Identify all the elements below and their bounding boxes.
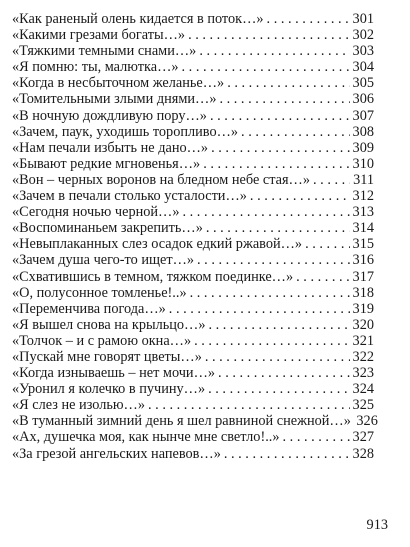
toc-entry: [12, 172, 374, 188]
toc-entry: [12, 413, 378, 430]
toc-entry-title: «Бывают редкие мгновенья…»: [12, 155, 201, 172]
toc-entry-page: 308: [352, 123, 374, 140]
toc-entry-title: «Схватившись в темном, тяжком поединке…»: [12, 268, 294, 285]
toc-entry-page: 311: [353, 171, 374, 188]
toc-entry: [12, 285, 374, 301]
toc-entry: [12, 301, 374, 317]
dot-leader: [206, 220, 350, 236]
toc-entry-title: «Я вышел снова на крыльцо…»: [12, 316, 206, 333]
toc-entry-title: «В туманный зимний день я шел равниной снежной…»: [12, 413, 351, 430]
toc-entry: [12, 124, 374, 140]
toc-entry: [12, 140, 374, 156]
toc-entry: [12, 59, 374, 75]
toc-entry-title: «Зачем, паук, уходишь торопливо…»: [12, 123, 239, 140]
toc-entry-title: «Когда изнываешь – нет мочи…»: [12, 365, 216, 382]
dot-leader: [267, 11, 350, 27]
toc-entry-title: «Томительными злыми днями…»: [12, 91, 217, 108]
dot-leader: [199, 43, 350, 59]
dot-leader: [208, 381, 350, 397]
toc-entry-page: 320: [352, 316, 374, 333]
toc-entry-page: 305: [352, 75, 374, 92]
toc-entry-page: 309: [352, 139, 374, 156]
toc-entry-page: 316: [352, 252, 374, 269]
toc-entry-page: 315: [352, 236, 374, 253]
toc-entry-title: «Пускай мне говорят цветы…»: [12, 348, 202, 365]
toc-entry: [12, 446, 374, 462]
toc-entry: [12, 236, 374, 252]
toc-entry: [12, 91, 374, 107]
dot-leader: [313, 172, 350, 188]
toc-entry: [12, 333, 374, 349]
dot-leader: [283, 429, 350, 445]
dot-leader: [241, 124, 350, 140]
toc-entry: [12, 381, 374, 397]
dot-leader: [219, 91, 350, 107]
dot-leader: [305, 236, 350, 252]
toc-entry-page: 312: [352, 188, 374, 205]
dot-leader: [210, 108, 350, 124]
dot-leader: [208, 317, 350, 333]
dot-leader: [183, 204, 351, 220]
toc-entry: [12, 11, 374, 27]
toc-entry-title: «Толчок – и с рамою окна…»: [12, 332, 192, 349]
toc-entry: [12, 349, 374, 365]
toc-entry-page: 303: [352, 43, 374, 60]
dot-leader: [296, 269, 350, 285]
toc-entry-page: 328: [352, 445, 374, 462]
dot-leader: [224, 446, 350, 462]
toc-entry: [12, 27, 374, 43]
toc-entry-page: 322: [352, 348, 374, 365]
toc-entry: [12, 429, 374, 445]
dot-leader: [148, 397, 350, 413]
dot-leader: [190, 285, 350, 301]
toc-entry-page: 318: [352, 284, 374, 301]
dot-leader: [194, 333, 350, 349]
table-of-contents: [12, 11, 378, 462]
toc-entry-title: «Воспоминаньем закрепить…»: [12, 220, 203, 237]
toc-entry-page: 310: [352, 155, 374, 172]
toc-entry-page: 314: [352, 220, 374, 237]
toc-entry: [12, 156, 374, 172]
toc-entry-page: 323: [352, 365, 374, 382]
dot-leader: [250, 188, 350, 204]
toc-entry-page: 302: [352, 27, 374, 44]
toc-entry: [12, 220, 374, 236]
toc-entry-page: 307: [352, 107, 374, 124]
toc-entry: [12, 365, 374, 381]
toc-entry: [12, 397, 374, 413]
toc-entry: [12, 317, 374, 333]
toc-entry: [12, 75, 374, 91]
toc-entry-title: «О, полусонное томленье!..»: [12, 284, 187, 301]
toc-entry-title: «В ночную дождливую пору…»: [12, 107, 207, 124]
toc-entry-title: «Нам печали избыть не дано…»: [12, 139, 209, 156]
dot-leader: [205, 349, 350, 365]
toc-entry-page: 321: [352, 332, 374, 349]
toc-entry-page: 327: [352, 429, 374, 446]
toc-entry-title: «Какими грезами богаты…»: [12, 27, 186, 44]
toc-entry-title: «За грезой ангельских напевов…»: [12, 445, 221, 462]
dot-leader: [227, 75, 350, 91]
toc-entry-title: «Сегодня ночью черной…»: [12, 204, 180, 221]
toc-entry-page: 326: [356, 413, 378, 430]
toc-entry: [12, 188, 374, 204]
toc-entry-title: «Уронил я колечко в пучину…»: [12, 381, 206, 398]
toc-entry-title: «Переменчива погода…»: [12, 300, 166, 317]
toc-entry-page: 301: [352, 11, 374, 27]
dot-leader: [169, 301, 350, 317]
toc-entry-title: «Ах, душечка моя, как нынче мне светло!..»: [12, 429, 280, 446]
toc-entry-title: «Я помню: ты, малютка…»: [12, 59, 179, 76]
toc-entry-page: 304: [352, 59, 374, 76]
dot-leader: [197, 252, 350, 268]
toc-entry-title: «Вон – черных воронов на бледном небе стая…»: [12, 171, 311, 188]
toc-entry-page: 313: [352, 204, 374, 221]
toc-entry: [12, 204, 374, 220]
page-number: 913: [366, 517, 388, 533]
toc-entry-title: «Зачем душа чего-то ищет…»: [12, 252, 195, 269]
toc-entry-title: «Тяжкими темными снами…»: [12, 43, 197, 60]
dot-leader: [182, 59, 350, 75]
toc-entry-title: «Когда в несбыточном желанье…»: [12, 75, 225, 92]
toc-entry-title: «Я слез не изолью…»: [12, 397, 146, 414]
toc-entry-page: 325: [352, 397, 374, 414]
dot-leader: [211, 140, 350, 156]
toc-entry-title: «Как раненый олень кидается в поток…»: [12, 11, 264, 27]
toc-entry: [12, 108, 374, 124]
toc-entry-title: «Невыплаканных слез осадок едкий ржавой…»: [12, 236, 303, 253]
toc-entry: [12, 269, 374, 285]
toc-entry-page: 317: [352, 268, 374, 285]
toc-entry-page: 319: [352, 300, 374, 317]
toc-entry-page: 324: [352, 381, 374, 398]
toc-entry: [12, 252, 374, 268]
toc-entry-title: «Зачем в печали столько усталости…»: [12, 188, 247, 205]
dot-leader: [203, 156, 350, 172]
toc-entry: [12, 43, 374, 59]
dot-leader: [218, 365, 350, 381]
toc-entry-page: 306: [352, 91, 374, 108]
dot-leader: [188, 27, 350, 43]
